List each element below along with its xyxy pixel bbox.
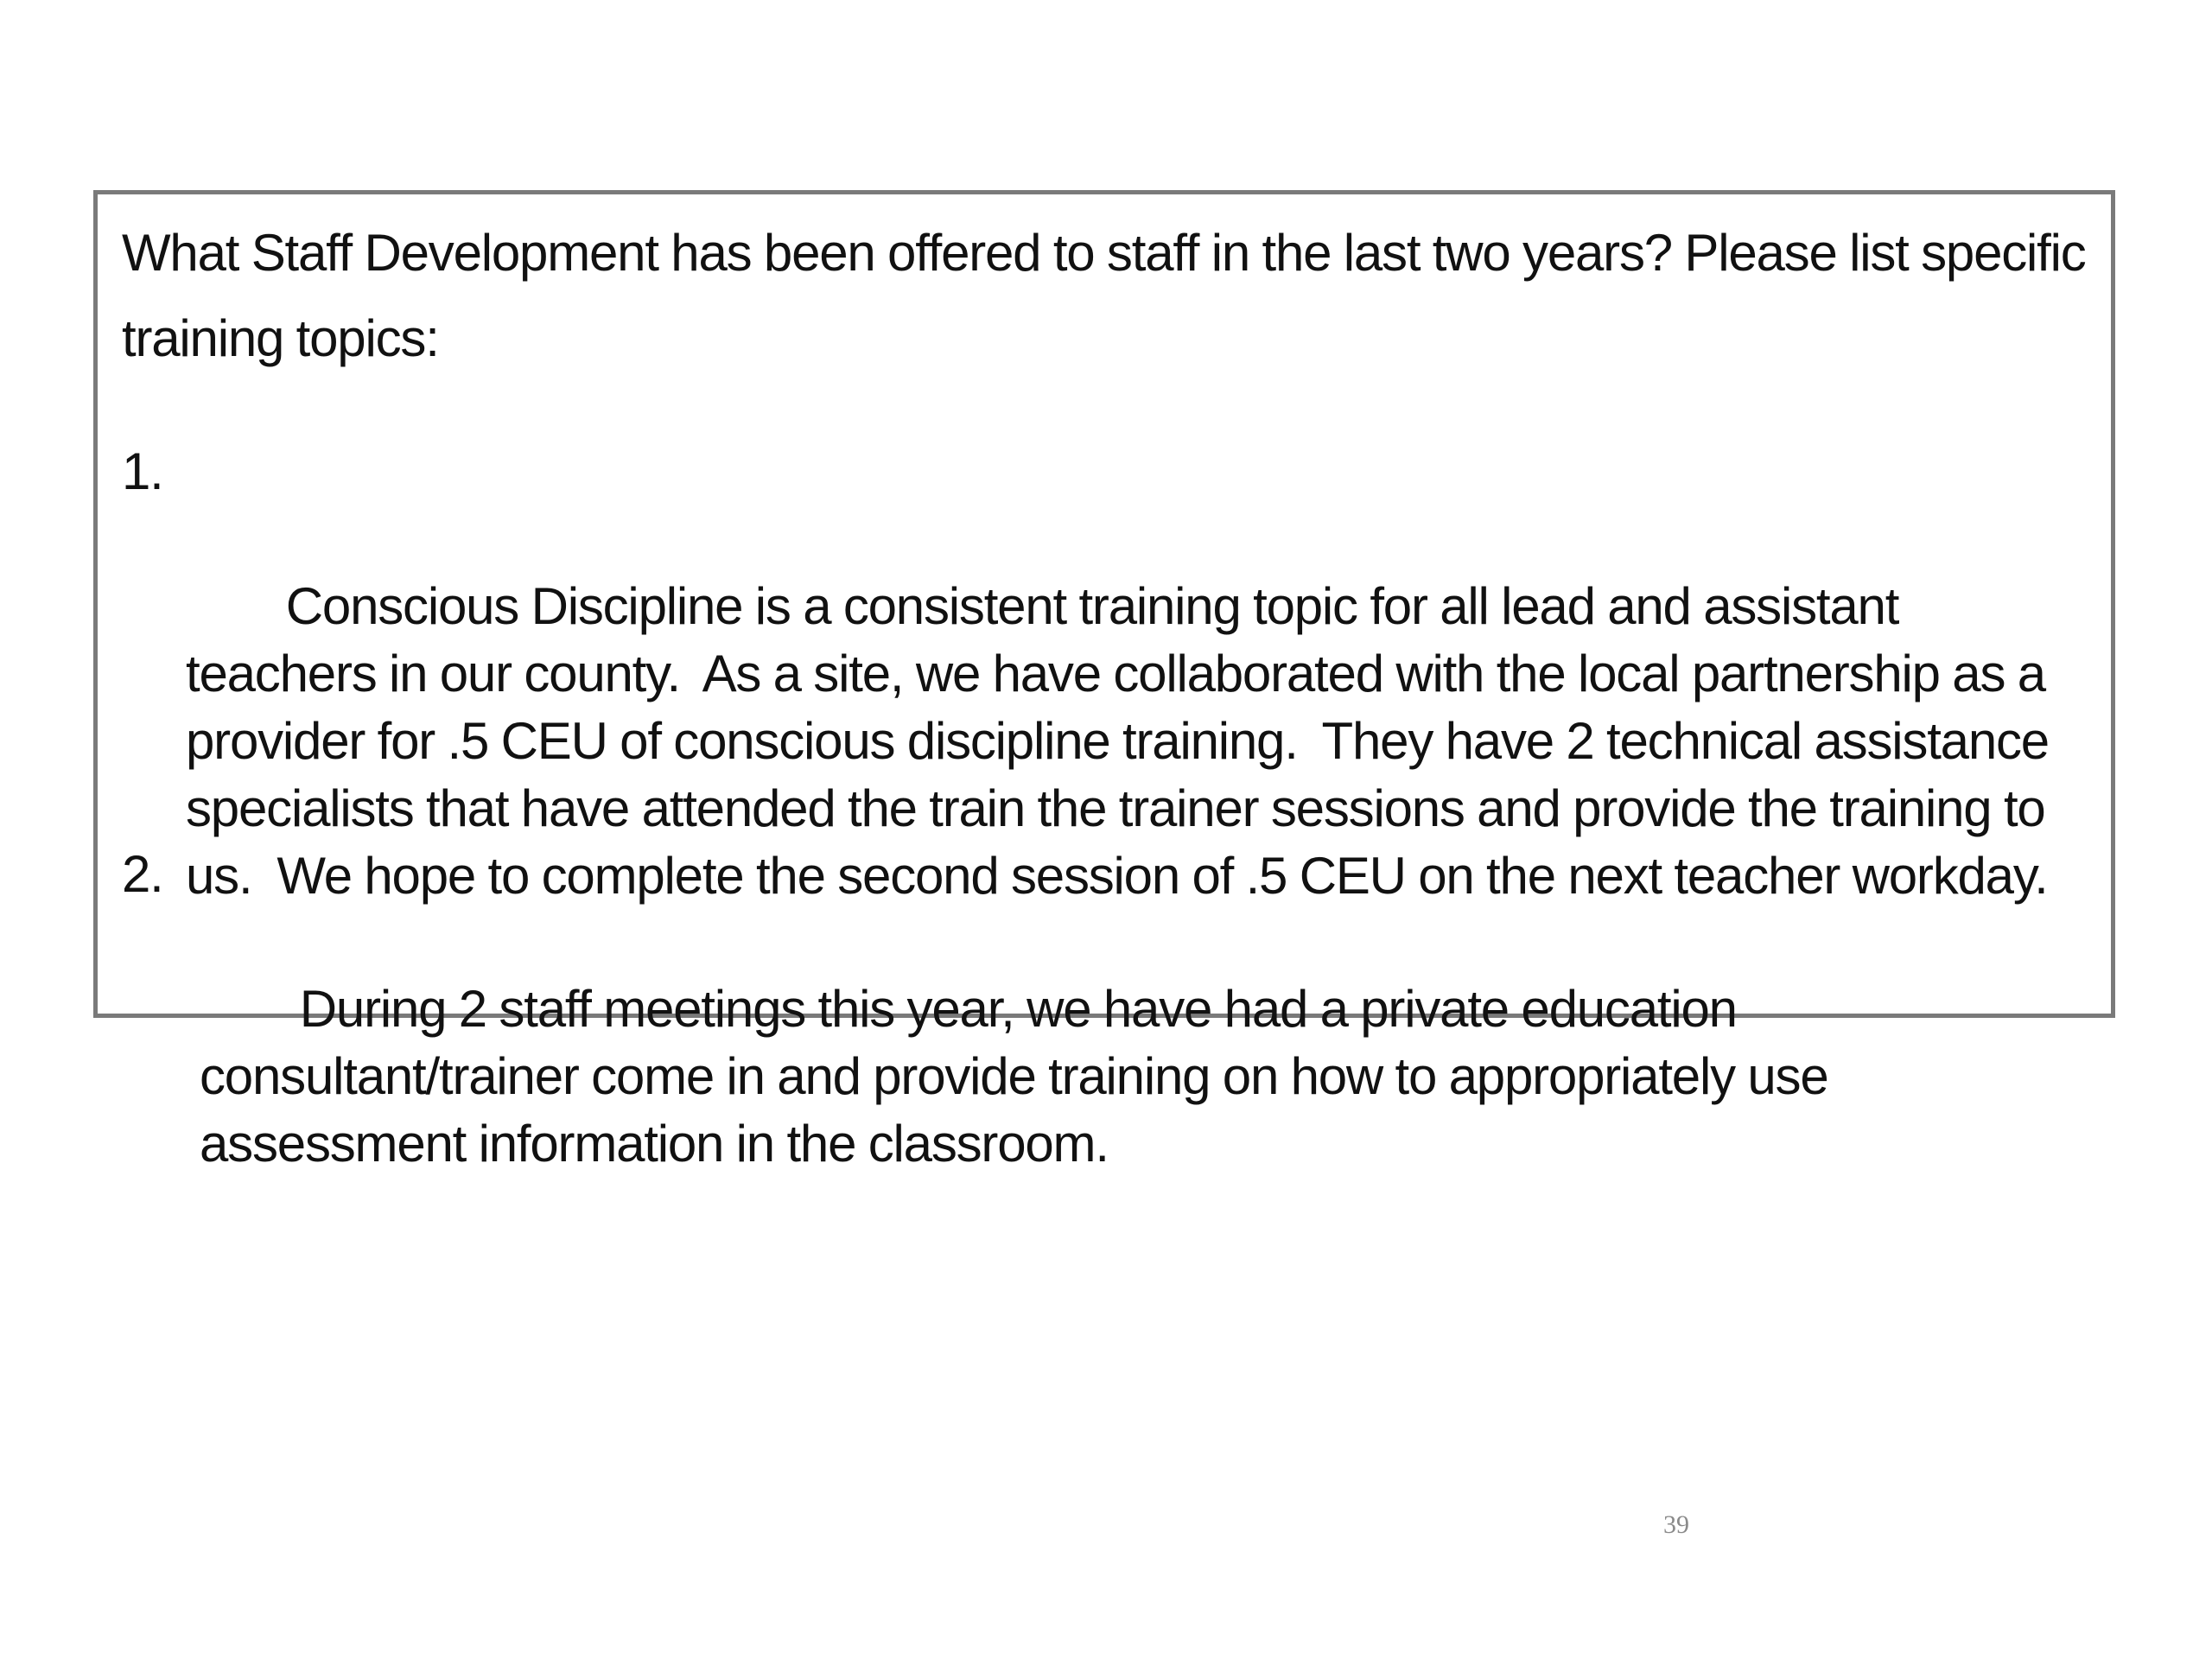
question-text: What Staff Development has been offered to staff in the last two years? Please list specific training topics: xyxy=(122,224,2086,367)
page-number: 39 xyxy=(1663,1510,1689,1539)
content-box xyxy=(93,190,2115,1173)
list-item-text: During 2 staff meetings this year, we have had a private education consultant/trainer come in and provide training on how to appropriately use assessment information in the classroom. xyxy=(200,980,1840,1173)
list-item-text: Conscious Discipline is a consistent training topic for all lead and assistant teachers in our county. As a site, we have collaborated with the local partnership as a provider for .5 CEU of conscious discipline training. They have 2 technical assistance specialists that have attended the train the trainer sessions and provide the training to us. We hope to complete the second session of .5 CEU on the next teacher workday. xyxy=(186,577,2062,905)
list-item-number: 2. xyxy=(122,845,163,903)
list-item xyxy=(122,841,2101,1245)
list-item-number: 1. xyxy=(122,442,163,500)
training-list xyxy=(122,841,2101,1245)
